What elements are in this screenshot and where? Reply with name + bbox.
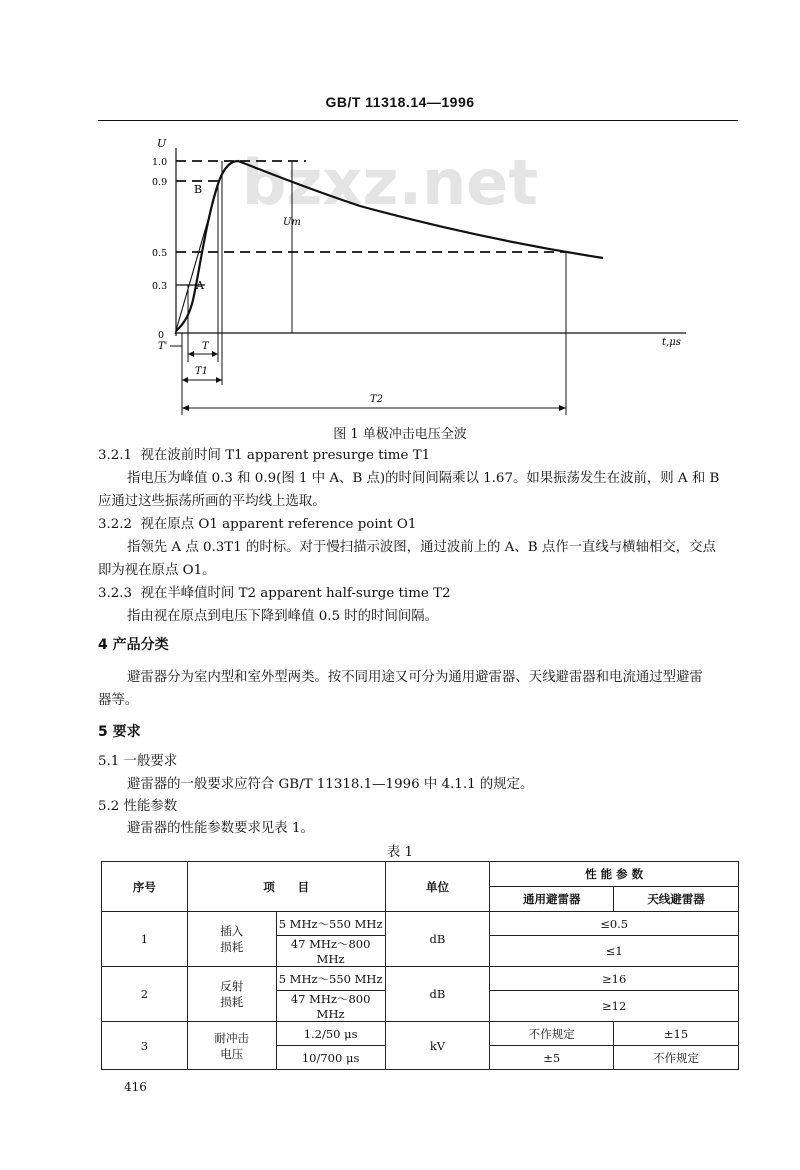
- standard-number-header: GB/T 11318.14—1996: [325, 94, 475, 110]
- row-range: 5 MHz～550 MHz: [276, 912, 385, 936]
- clause-text: 指电压为峰值 0.3 和 0.9(图 1 中 A、B 点)的时间间隔乘以 1.67。如果振荡发生在波前，则 A 和 B: [127, 471, 720, 486]
- item-line: 电压: [220, 1046, 244, 1061]
- row-unit: dB: [385, 912, 490, 967]
- row-range: 5 MHz～550 MHz: [276, 967, 385, 991]
- x-axis-label: t,μs: [662, 337, 681, 348]
- clause-text: 应通过这些振荡所画的平均线上选取。: [98, 494, 326, 509]
- row-item: [187, 1022, 276, 1070]
- figure-caption: 图 1 单极冲击电压全波: [333, 427, 467, 442]
- clause-title: 视在原点 O1 apparent reference point O1: [140, 517, 417, 532]
- clause-title: 视在半峰值时间 T2 apparent half-surge time T2: [140, 586, 451, 601]
- y-tick: 0.3: [152, 281, 168, 292]
- y-tick: 0.5: [152, 248, 168, 259]
- t1-label: T1: [195, 366, 209, 377]
- header-unit: 单位: [385, 862, 490, 912]
- row-value-antenna: ±15: [614, 1022, 739, 1046]
- row-range: 1.2/50 μs: [276, 1022, 385, 1046]
- row-value: ≤1: [490, 936, 739, 967]
- clause-number: 3.2.1: [98, 448, 133, 463]
- section-4-text: 器等。: [98, 693, 139, 708]
- clause-number: 3.2.3: [98, 586, 133, 601]
- row-value: ≥12: [490, 991, 739, 1022]
- section-5-heading: 5 要求: [98, 724, 141, 740]
- header-item: 项 目: [187, 862, 385, 912]
- um-label: Um: [283, 217, 301, 228]
- row-unit: kV: [385, 1022, 490, 1070]
- clause-3-2-1-title: [98, 446, 430, 466]
- point-b-label: B: [194, 183, 203, 196]
- y-tick: 0: [158, 330, 165, 341]
- section-5-1-title: 5.1 一般要求: [98, 754, 178, 769]
- section-4-text: 避雷器分为室内型和室外型两类。按不同用途又可分为通用避雷器、天线避雷器和电流通过型避雷: [127, 670, 703, 685]
- section-5-1-text: 避雷器的一般要求应符合 GB/T 11318.1—1996 中 4.1.1 的规定。: [127, 777, 534, 792]
- arrow: [182, 405, 189, 411]
- table-header-row: [102, 862, 739, 887]
- row-value: ≥16: [490, 967, 739, 991]
- y-axis-label: U: [157, 137, 167, 150]
- clause-text: 指由视在原点到电压下降到峰值 0.5 时的时间间隔。: [127, 609, 439, 624]
- point-a-label: A: [196, 279, 204, 292]
- clause-3-2-2-title: [98, 515, 416, 535]
- arrow: [216, 377, 222, 383]
- row-seq: 2: [102, 967, 188, 1022]
- table-row: [102, 1022, 739, 1046]
- t2-label: T2: [370, 394, 384, 405]
- row-value: ≤0.5: [490, 912, 739, 936]
- header-general: 通用避雷器: [490, 887, 614, 912]
- item-line: 损耗: [220, 995, 244, 1009]
- header-antenna: 天线避雷器: [614, 887, 739, 912]
- page-number: 416: [124, 1080, 147, 1094]
- header-seq: 序号: [102, 862, 188, 912]
- section-5-2-title: 5.2 性能参数: [98, 799, 178, 814]
- impulse-waveform-figure: [0, 0, 800, 440]
- item-line: 插入: [220, 924, 244, 938]
- y-tick: 1.0: [152, 157, 168, 168]
- watermark: bzxz.net: [242, 146, 538, 219]
- item-line: 耐冲击: [214, 1030, 250, 1045]
- clause-text: 指领先 A 点 0.3T1 的时标。对于慢扫描示波图，通过波前上的 A、B 点作一直线与横轴相交，交点: [127, 540, 716, 555]
- row-unit: dB: [385, 967, 490, 1022]
- section-4-heading: 4 产品分类: [98, 637, 169, 653]
- t-prime-label: T': [158, 341, 168, 352]
- item-line: 损耗: [220, 940, 244, 954]
- clause-text: 即为视在原点 O1。: [98, 563, 216, 578]
- row-value-antenna: 不作规定: [614, 1046, 739, 1070]
- table-title: 表 1: [386, 845, 414, 860]
- front-line: [175, 175, 221, 334]
- arrow: [559, 405, 566, 411]
- row-range: 10/700 μs: [276, 1046, 385, 1070]
- row-value-general: ±5: [490, 1046, 614, 1070]
- clause-3-2-3-title: [98, 584, 451, 604]
- clause-number: 3.2.2: [98, 517, 133, 532]
- section-5-2-text: 避雷器的性能参数要求见表 1。: [127, 821, 314, 836]
- t-label: T: [202, 341, 209, 352]
- row-item: [187, 967, 276, 1022]
- header-performance: 性 能 参 数: [490, 862, 739, 887]
- table-row: [102, 912, 739, 936]
- row-range: 47 MHz～800 MHz: [276, 991, 385, 1022]
- arrow: [212, 351, 218, 357]
- arrow: [182, 377, 188, 383]
- arrow: [188, 351, 194, 357]
- row-range: 47 MHz～800 MHz: [276, 936, 385, 967]
- y-tick: 0.9: [152, 177, 168, 188]
- table-row: [102, 967, 739, 991]
- row-value-general: 不作规定: [490, 1022, 614, 1046]
- row-seq: 1: [102, 912, 188, 967]
- row-seq: 3: [102, 1022, 188, 1070]
- performance-table: [101, 861, 739, 1070]
- item-line: 反射: [220, 979, 244, 993]
- clause-title: 视在波前时间 T1 apparent presurge time T1: [140, 448, 431, 463]
- row-item: [187, 912, 276, 967]
